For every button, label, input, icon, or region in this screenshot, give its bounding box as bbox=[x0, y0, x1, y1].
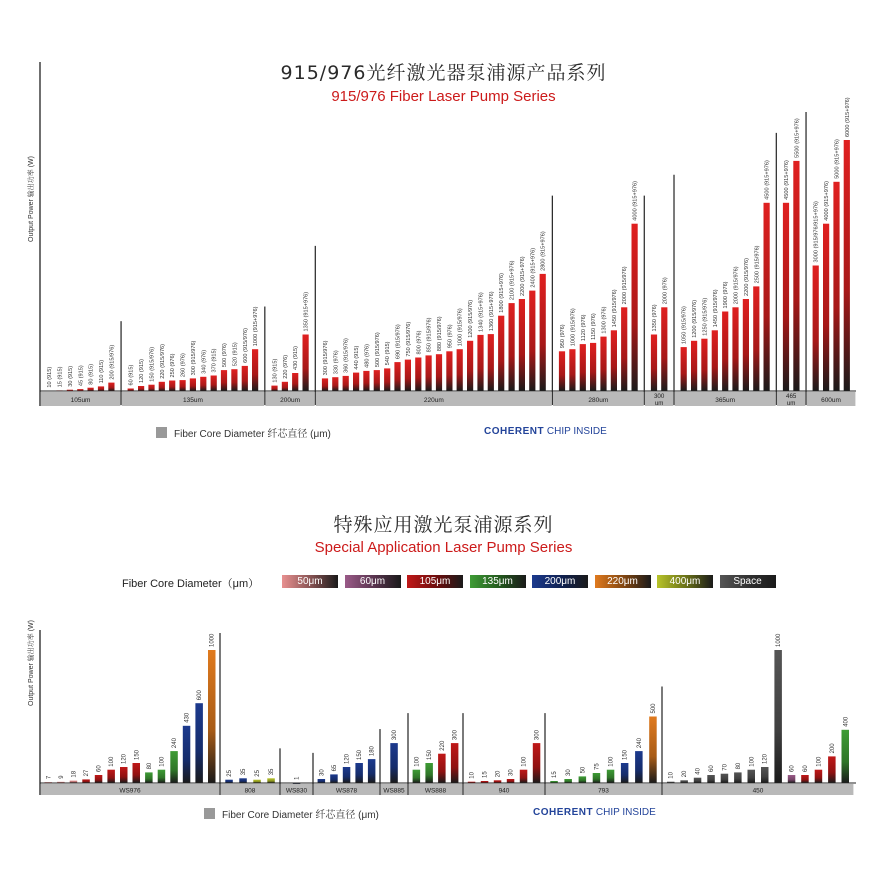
bar-label: 400 bbox=[843, 716, 850, 727]
bar-label: 1350 (976) bbox=[652, 304, 658, 332]
bar-label: 150 bbox=[357, 749, 364, 760]
bar-label: 1120 (976) bbox=[580, 314, 587, 342]
bar-label: 300 bbox=[392, 730, 398, 741]
bar-label: 100 bbox=[159, 756, 166, 767]
legend-item-220-m: 220μm bbox=[595, 575, 651, 588]
bar-793-7 bbox=[649, 717, 657, 784]
bar-ws976-5 bbox=[107, 770, 115, 783]
bar-793-1 bbox=[564, 779, 572, 783]
bar-label: 300 bbox=[452, 730, 459, 741]
bar-label: 100 bbox=[414, 756, 421, 767]
bar-label: 880 (915/976) bbox=[437, 316, 443, 352]
bar-label: 10 bbox=[668, 772, 675, 779]
bar-label: 30 bbox=[508, 769, 515, 776]
bottom-title-cn: 特殊应用激光泵浦源系列 bbox=[333, 514, 554, 536]
bar-label: 4500 (915+976) bbox=[764, 160, 771, 200]
bar-ws878-3 bbox=[355, 763, 363, 783]
bar-label: 80 bbox=[735, 762, 742, 770]
bar-label: 100 bbox=[109, 756, 116, 767]
group-label: 940 bbox=[498, 787, 510, 795]
bar-label: 9 bbox=[58, 775, 65, 779]
bar-label: 540 (915) bbox=[385, 341, 392, 366]
bar-label: 2500 (915/976) bbox=[754, 245, 761, 284]
bar-793-3 bbox=[593, 773, 601, 783]
top-y-axis-label: Output Power 输出功率 (W) bbox=[28, 156, 35, 242]
bar-label: 2200 (915/976) bbox=[743, 258, 750, 296]
bar-450-5 bbox=[734, 772, 742, 783]
bar-793-4 bbox=[607, 770, 615, 783]
legend-item-135-m: 135μm bbox=[470, 575, 526, 588]
bar-label: 6000 (915+976) bbox=[844, 97, 851, 137]
bar-label: 7 bbox=[46, 775, 53, 780]
bar-450-10 bbox=[801, 775, 809, 783]
legend-title: Fiber Core Diameter（μm） bbox=[122, 578, 260, 590]
bar-ws976-3 bbox=[82, 779, 90, 783]
bar-ws885-0 bbox=[390, 743, 398, 783]
legend-item-50-m: 50μm bbox=[282, 575, 338, 588]
bar-label: 180 bbox=[369, 746, 376, 757]
coherent-suffix: CHIP INSIDE bbox=[544, 426, 607, 437]
bar-label: 1450 (915/976) bbox=[712, 289, 719, 328]
bar-label: 18 bbox=[71, 770, 78, 778]
bar-label: 950 (976) bbox=[447, 324, 454, 349]
bar-label: 30 bbox=[566, 769, 573, 776]
bottom-legend-core-diameter bbox=[204, 806, 379, 821]
bar-ws976-11 bbox=[183, 726, 191, 783]
bar-label: 120 bbox=[121, 753, 128, 764]
bar-label: 430 (915) bbox=[293, 346, 300, 370]
bottom-coherent-logo bbox=[533, 807, 656, 818]
bar-label: 40 bbox=[695, 768, 702, 775]
bar-label: 150 bbox=[622, 749, 629, 760]
bar-ws888-3 bbox=[451, 743, 459, 783]
bar-label: 220 (915/976) bbox=[159, 343, 166, 379]
coherent-suffix: CHIP INSIDE bbox=[593, 807, 656, 818]
bar-label: 1340 (915+976) bbox=[478, 292, 485, 332]
bar-ws976-13 bbox=[208, 650, 216, 783]
group-label: 200um bbox=[280, 397, 300, 404]
bar-label: 300 (915/976) bbox=[190, 340, 197, 376]
bar-ws878-0 bbox=[318, 779, 326, 783]
bar-label: 480 (976) bbox=[364, 343, 371, 368]
bar-label: 4500 (915+976) bbox=[784, 160, 790, 200]
bar-label: 2200 (915+976) bbox=[519, 256, 526, 296]
bar-ws976-10 bbox=[170, 751, 178, 783]
bar-label: 120 (915) bbox=[139, 359, 146, 383]
bar-ws888-1 bbox=[425, 763, 433, 783]
bar-450-8 bbox=[774, 650, 782, 783]
bar-label: 200 (915/976) bbox=[109, 344, 116, 380]
bar-label: 4000 (915+976) bbox=[632, 181, 639, 221]
bar-label: 220 bbox=[439, 740, 446, 751]
bar-ws976-12 bbox=[195, 703, 203, 783]
legend-item-space: Space bbox=[720, 575, 776, 588]
bar-label: 100 bbox=[816, 756, 823, 767]
bar-label: 70 bbox=[722, 764, 729, 771]
bar-label: 240 bbox=[172, 738, 178, 749]
bar-450-9 bbox=[788, 775, 796, 783]
group-label: 365um bbox=[715, 397, 736, 404]
bar-label: 300 bbox=[534, 730, 541, 741]
bar-label: 520 (915) bbox=[232, 342, 239, 367]
bar-label: 3000 (915/976/915+976) bbox=[813, 201, 820, 263]
bar-ws976-6 bbox=[120, 767, 128, 783]
bar-label: 150 bbox=[134, 749, 141, 760]
bar-label: 30 bbox=[319, 769, 326, 776]
bar-label: 1150 (976) bbox=[591, 313, 598, 340]
bar-label: 45 (915) bbox=[78, 365, 85, 387]
group-label: WS885 bbox=[383, 787, 405, 795]
group-label: 600um bbox=[821, 397, 841, 404]
bar-label: 340 (976) bbox=[201, 349, 208, 374]
bar-label: 2000 (915/976) bbox=[733, 266, 740, 305]
group-label: 300 um bbox=[653, 393, 665, 407]
bar-793-6 bbox=[635, 751, 643, 783]
bar-label: 60 bbox=[789, 765, 796, 772]
group-label: 450 bbox=[752, 787, 764, 795]
bar-450-12 bbox=[828, 756, 836, 783]
bar-label: 1800 (915+976) bbox=[499, 273, 506, 313]
bar-label: 25 bbox=[227, 770, 233, 777]
bar-label: 15 (915) bbox=[57, 366, 64, 388]
bar-label: 2800 (915+976) bbox=[540, 231, 547, 271]
bar-label: 120 bbox=[344, 753, 351, 764]
bar-label: 1900 (976) bbox=[723, 281, 730, 309]
top-title-en: 915/976 Fiber Laser Pump Series bbox=[331, 88, 556, 105]
bar-label: 50 bbox=[580, 766, 587, 774]
bar-label: 360 (915/976) bbox=[343, 338, 350, 373]
bar-label: 60 bbox=[96, 765, 103, 772]
bar-label: 25 bbox=[255, 770, 261, 777]
group-label: WS830 bbox=[285, 787, 308, 795]
group-label: 135um bbox=[183, 397, 203, 404]
bar-label: 80 bbox=[146, 762, 153, 770]
bar-label: 750 (915/976) bbox=[405, 321, 412, 357]
bar-450-3 bbox=[707, 775, 715, 783]
bar-label: 1200 (915/976) bbox=[468, 299, 475, 338]
bar-label: 370 (915) bbox=[211, 348, 218, 373]
bar-label: 100 bbox=[608, 756, 615, 767]
bar-ws888-2 bbox=[438, 754, 446, 783]
bar-label: 65 bbox=[331, 764, 338, 772]
group-label: 220um bbox=[423, 397, 444, 404]
bottom-footer-label: Fiber Core Diameter 纤芯直径 (μm) bbox=[222, 810, 379, 821]
bar-label: 1000 (915/976) bbox=[570, 308, 577, 347]
bar-label: 2000 (976) bbox=[662, 277, 669, 305]
bar-450-2 bbox=[694, 778, 702, 783]
bar-label: 1350 (915+976) bbox=[303, 291, 310, 332]
bar-label: 1000 bbox=[776, 633, 783, 647]
bar-label: 130 (915) bbox=[272, 358, 279, 383]
bar-label: 100 bbox=[521, 756, 528, 767]
bar-label: 1250 (915/976) bbox=[702, 297, 709, 336]
bar-ws976-7 bbox=[133, 763, 141, 783]
bar-label: 80 (915) bbox=[88, 363, 95, 385]
bar-label: 150 bbox=[427, 749, 434, 760]
bar-label: 60 (915) bbox=[128, 364, 135, 386]
bar-label: 2000 (915/976) bbox=[622, 266, 629, 305]
group-label: 808 bbox=[244, 787, 256, 795]
bar-450-13 bbox=[842, 730, 850, 783]
bar-label: 100 bbox=[749, 756, 756, 767]
bar-label: 60 bbox=[803, 765, 809, 772]
bottom-y-axis-label: Output Power 输出功率 (W) bbox=[28, 620, 35, 706]
group-label: 793 bbox=[598, 787, 609, 795]
top-title-cn: 915/976光纤激光器泵浦源产品系列 bbox=[280, 62, 607, 84]
bar-793-5 bbox=[621, 763, 629, 783]
bar-label: 330 (976) bbox=[333, 350, 340, 375]
bar-label: 75 bbox=[594, 763, 601, 770]
bar-label: 600 bbox=[197, 690, 204, 701]
bar-label: 1 bbox=[294, 776, 301, 780]
bar-label: 35 bbox=[269, 768, 275, 776]
bar-label: 300 (915/976) bbox=[323, 340, 329, 376]
bar-450-6 bbox=[748, 770, 756, 783]
bar-label: 1200 (915/976) bbox=[692, 299, 699, 338]
group-label: WS878 bbox=[335, 787, 358, 795]
legend-item-60-m: 60μm bbox=[345, 575, 401, 588]
bar-label: 110 (915) bbox=[99, 359, 105, 384]
bar-label: 1000 bbox=[209, 633, 216, 647]
bar-label: 2400 (915+976) bbox=[530, 247, 537, 288]
bar-label: 1000 (915+976) bbox=[253, 306, 260, 347]
bar-label: 240 bbox=[636, 738, 643, 749]
bar-label: 30 (915) bbox=[67, 365, 74, 387]
bar-940-3 bbox=[507, 779, 515, 783]
bar-450-11 bbox=[815, 770, 823, 783]
bar-label: 800 (976) bbox=[416, 330, 423, 355]
bar-label: 120 bbox=[762, 753, 769, 764]
bar-label: 220 (976) bbox=[282, 354, 289, 379]
bar-ws976-9 bbox=[158, 770, 166, 783]
bar-label: 430 bbox=[184, 712, 191, 723]
bar-label: 1300 (976) bbox=[601, 306, 608, 334]
bar-label: 950 (976) bbox=[560, 324, 566, 349]
bar-label: 690 (915/976) bbox=[395, 324, 402, 360]
bar-label: 1360 (915+976) bbox=[488, 291, 495, 332]
bar-label: 10 bbox=[469, 772, 476, 779]
bar-808-3 bbox=[267, 778, 275, 783]
bar-label: 35 bbox=[241, 768, 247, 776]
bar-label: 60 bbox=[709, 765, 715, 772]
bar-793-2 bbox=[579, 776, 587, 783]
bar-ws878-4 bbox=[368, 759, 376, 783]
top-footer-label: Fiber Core Diameter 纤芯直径 (μm) bbox=[174, 429, 331, 440]
bar-label: 600 (915/976) bbox=[242, 328, 249, 363]
bar-label: 1050 (915/976) bbox=[681, 306, 688, 345]
gray-square-icon bbox=[204, 808, 215, 819]
bar-ws878-1 bbox=[330, 774, 338, 783]
bar-ws976-4 bbox=[95, 775, 103, 783]
coherent-brand: COHERENT bbox=[533, 807, 594, 818]
legend-item-200-m: 200μm bbox=[532, 575, 588, 588]
bar-450-7 bbox=[761, 767, 769, 783]
bar-label: 260 (976) bbox=[180, 353, 187, 378]
group-label: 105um bbox=[70, 397, 91, 404]
group-label: WS976 bbox=[119, 787, 141, 795]
bar-450-4 bbox=[721, 774, 729, 783]
bar-label: 500 bbox=[650, 703, 657, 714]
bar-label: 150 (915/976) bbox=[149, 346, 156, 382]
bar-label: 27 bbox=[84, 769, 90, 777]
bar-808-1 bbox=[239, 778, 247, 783]
bar-940-4 bbox=[520, 770, 528, 783]
bar-label: 20 bbox=[682, 770, 689, 778]
bar-label: 1000 (915/976) bbox=[457, 308, 464, 347]
bottom-title-en: Special Application Laser Pump Series bbox=[314, 539, 573, 556]
group-label: 465 um bbox=[786, 393, 797, 407]
bar-label: 440 (915) bbox=[354, 345, 361, 370]
bar-label: 200 bbox=[829, 743, 836, 754]
bar-label: 10 (915) bbox=[47, 366, 54, 388]
bar-label: 500 (976) bbox=[222, 343, 228, 368]
legend-item-105-m: 105μm bbox=[407, 575, 463, 588]
bar-label: 20 bbox=[495, 770, 502, 778]
group-label: WS888 bbox=[424, 787, 447, 795]
bar-label: 15 bbox=[552, 771, 559, 778]
bar-label: 250 (976) bbox=[170, 353, 177, 378]
bar-label: 500 (915/976) bbox=[374, 332, 381, 368]
bar-label: 1450 (915/976) bbox=[611, 289, 618, 328]
bar-ws976-8 bbox=[145, 772, 153, 783]
bar-label: 2100 (915+976) bbox=[509, 260, 516, 301]
bar-label: 15 bbox=[482, 771, 489, 778]
bar-label: 5500 (915+976) bbox=[794, 118, 801, 158]
bar-ws878-2 bbox=[343, 767, 351, 783]
group-label: 280um bbox=[588, 397, 609, 404]
bar-label: 5000 (915+976) bbox=[834, 139, 841, 179]
bar-label: 850 (915/976) bbox=[426, 317, 433, 353]
bar-940-5 bbox=[533, 743, 541, 783]
legend-item-400-m: 400μm bbox=[657, 575, 713, 588]
bar-ws888-0 bbox=[413, 770, 421, 783]
coherent-brand: COHERENT bbox=[484, 426, 545, 437]
bar-label: 4000 (915+976) bbox=[824, 181, 831, 221]
